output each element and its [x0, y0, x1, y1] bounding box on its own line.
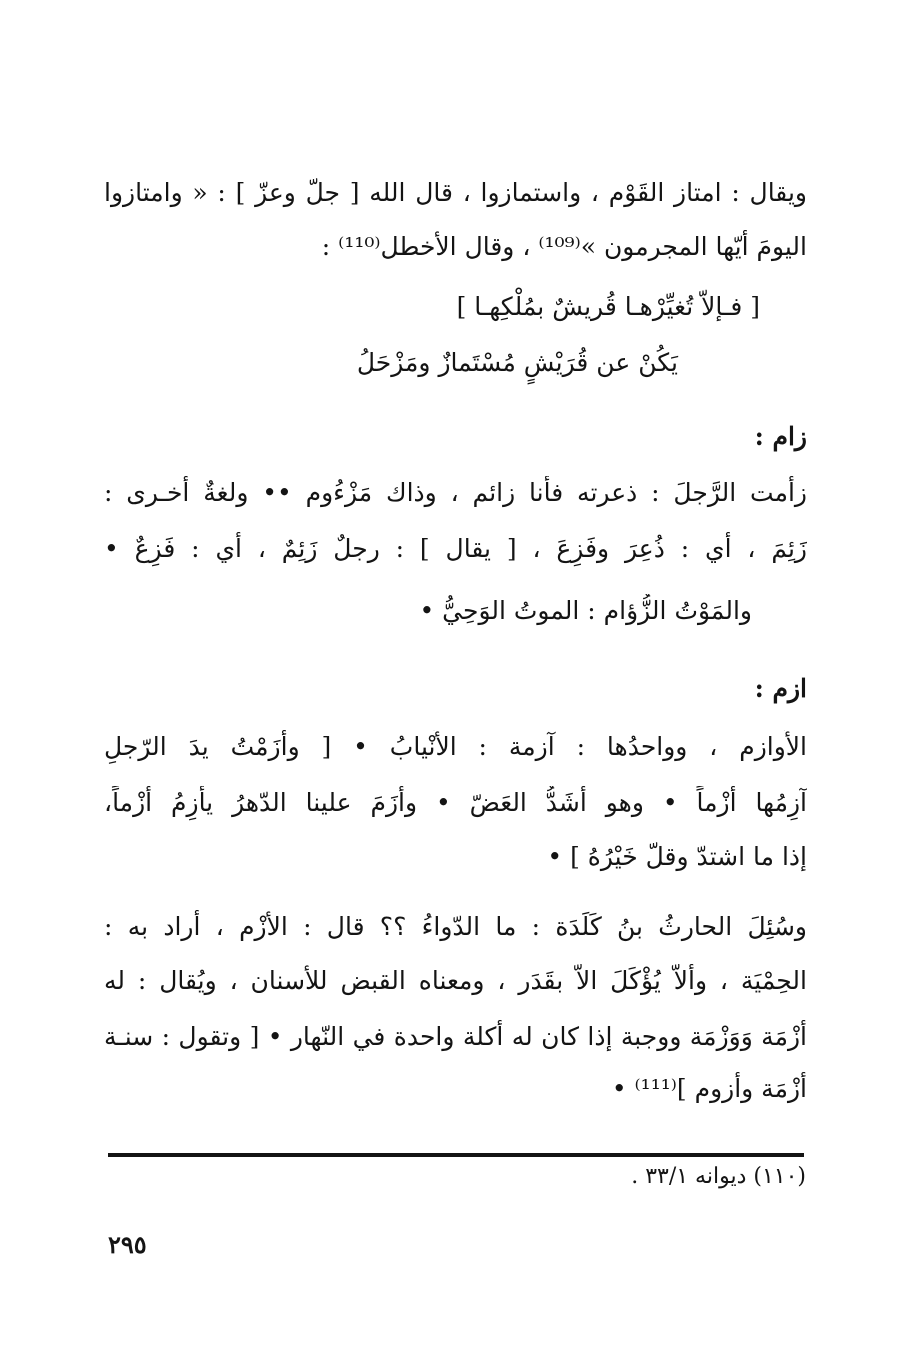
text-line: والمَوْتُ الزُّؤام : الموتُ الوَحِيُّ • [419, 596, 752, 625]
footnote: (١١٠) ديوانه ٣٣/١ . [631, 1164, 806, 1189]
text-line: الأَوازم ، وواحدُها : آزمة : الأَنْيابُ • [ وأَزَمْتُ يدَ الرّجلِ [104, 732, 807, 761]
text-line: وسُئِلَ الحارثُ بنُ كَلَدَة : ما الدّواءُ ؟؟ قال : الأزْم ، أراد به : [104, 912, 807, 941]
text-line: أَزْمَة وَوَزْمَة ووجبة إذا كان له أكلة واحدة في النّهار • [ وتقول : سنـة [104, 1022, 807, 1051]
text-line: زأمت الرَّجلَ : ذعرته فأنا زائم ، وذاك مَزْءُوم •• ولغةٌ أخـرى : [104, 478, 807, 507]
text-line: أَزْمَة وأزوم ]⁽¹¹¹⁾ • [611, 1074, 807, 1103]
text-line: آزِمُها أَزْماً • وهو أَشَدُّ العَضّ • وأَزَمَ علينا الدّهرُ يأزِمُ أَزْماً، [104, 788, 807, 817]
text-line: إذا ما اشتدّ وقلّ خَيْرُهُ ] • [547, 842, 807, 871]
poem-verse: [ فـإلاّ تُغيِّرْهـا قُريشٌ بمُلْكِهـا ] [456, 292, 760, 321]
entry-heading: زام : [754, 422, 807, 451]
text-line: ويقال : امتاز القَوْم ، واستمازوا ، قال الله [ جلّ وعزّ ] : « وامتازوا [104, 178, 807, 207]
entry-heading: ازم : [754, 674, 807, 703]
text-line: اليومَ أيّها المجرمون »⁽¹⁰⁹⁾ ، وقال الأخطل⁽¹¹⁰⁾ : [321, 232, 807, 261]
poem-verse: يَكُنْ عن قُرَيْشٍ مُسْتَمازٌ ومَزْحَلُ [356, 348, 678, 377]
text-line: الحِمْيَة ، وألاّ يُؤْكَلَ الاّ بقَدَر ، ومعناه القبض للأسنان ، ويُقال : له [104, 966, 807, 995]
page-number: ٢٩٥ [108, 1230, 147, 1259]
footnote-separator [108, 1153, 804, 1157]
text-line: زَئِمَ ، أي : ذُعِرَ وفَزِعَ ، [ يقال ] : رجلٌ زَئِمٌ ، أي : فَزِعٌ • [104, 534, 807, 563]
